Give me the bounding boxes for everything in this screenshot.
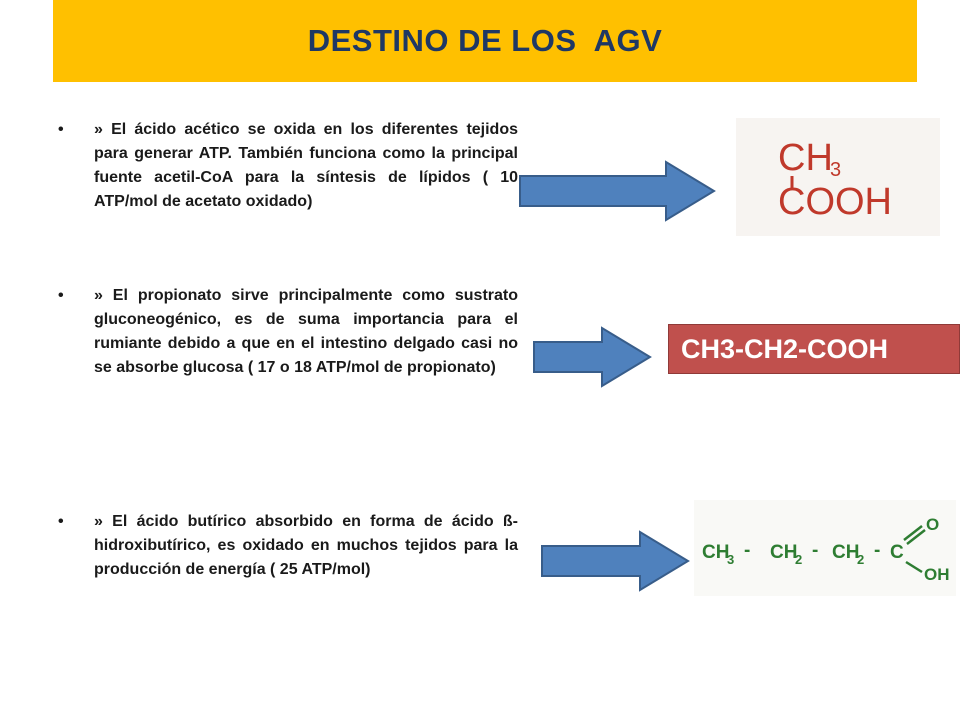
butyric-ch2a-sub: 2 xyxy=(795,552,803,567)
butyric-dash-2: - xyxy=(812,540,819,561)
acetic-acid-structure xyxy=(736,118,940,236)
butyric-oh-text: OH xyxy=(924,565,950,584)
bullet-butyric xyxy=(58,510,518,582)
propionic-acid-formula-box xyxy=(668,324,960,374)
acetic-subscript-text: 3 xyxy=(830,159,842,181)
butyric-dash-3: - xyxy=(874,540,881,561)
acetic-ch-text: CH xyxy=(778,137,833,179)
butyric-ch2a-text: CH xyxy=(770,542,798,563)
acetic-cooh-text: COOH xyxy=(778,181,892,223)
arrow-right-icon xyxy=(532,326,654,388)
butyric-ch3-sub: 3 xyxy=(727,552,735,567)
butyric-ch3-text: CH xyxy=(702,542,730,563)
butyric-single-bond xyxy=(906,562,922,572)
butyric-acid-formula-image xyxy=(694,500,956,596)
butyric-ch2b-sub: 2 xyxy=(857,552,865,567)
arrow-right-icon xyxy=(540,530,692,592)
bullet-text-acetic: » El ácido acético se oxida en los diferentes tejidos para generar ATP. También funciona como la principal fuente acetil-CoA para la síntesis de lípidos ( 10 ATP/mol de acetato oxidado) xyxy=(94,121,518,210)
butyric-acid-structure xyxy=(694,500,956,596)
arrow-right-icon xyxy=(518,160,718,222)
butyric-ch2b-text: CH xyxy=(832,542,860,563)
butyric-c-text: C xyxy=(890,542,904,563)
bullet-marker: • xyxy=(58,513,64,530)
title-bar xyxy=(53,0,917,82)
slide-title: DESTINO DE LOS AGV xyxy=(307,23,663,58)
acetic-acid-formula-image xyxy=(736,118,940,236)
bullet-acetic xyxy=(58,118,518,214)
bullet-text-propionate: » El propionato sirve principalmente como sustrato gluconeogénico, es de suma importancia para el rumiante debido a que en el intestino delgado casi no se absorbe glucosa ( 17 o 18 ATP/mol de propionato) xyxy=(94,287,518,376)
bullet-marker: • xyxy=(58,121,64,138)
propionic-formula-text: CH3-CH2-COOH xyxy=(681,333,889,364)
butyric-o-text: O xyxy=(926,515,940,534)
bullet-text-butyric: » El ácido butírico absorbido en forma de ácido ß-hidroxibutírico, es oxidado en muchos tejidos para la producción de energía ( 25 ATP/mol) xyxy=(94,513,518,578)
bullet-propionate xyxy=(58,284,518,380)
butyric-dash-1: - xyxy=(744,540,751,561)
bullet-marker: • xyxy=(58,287,64,304)
